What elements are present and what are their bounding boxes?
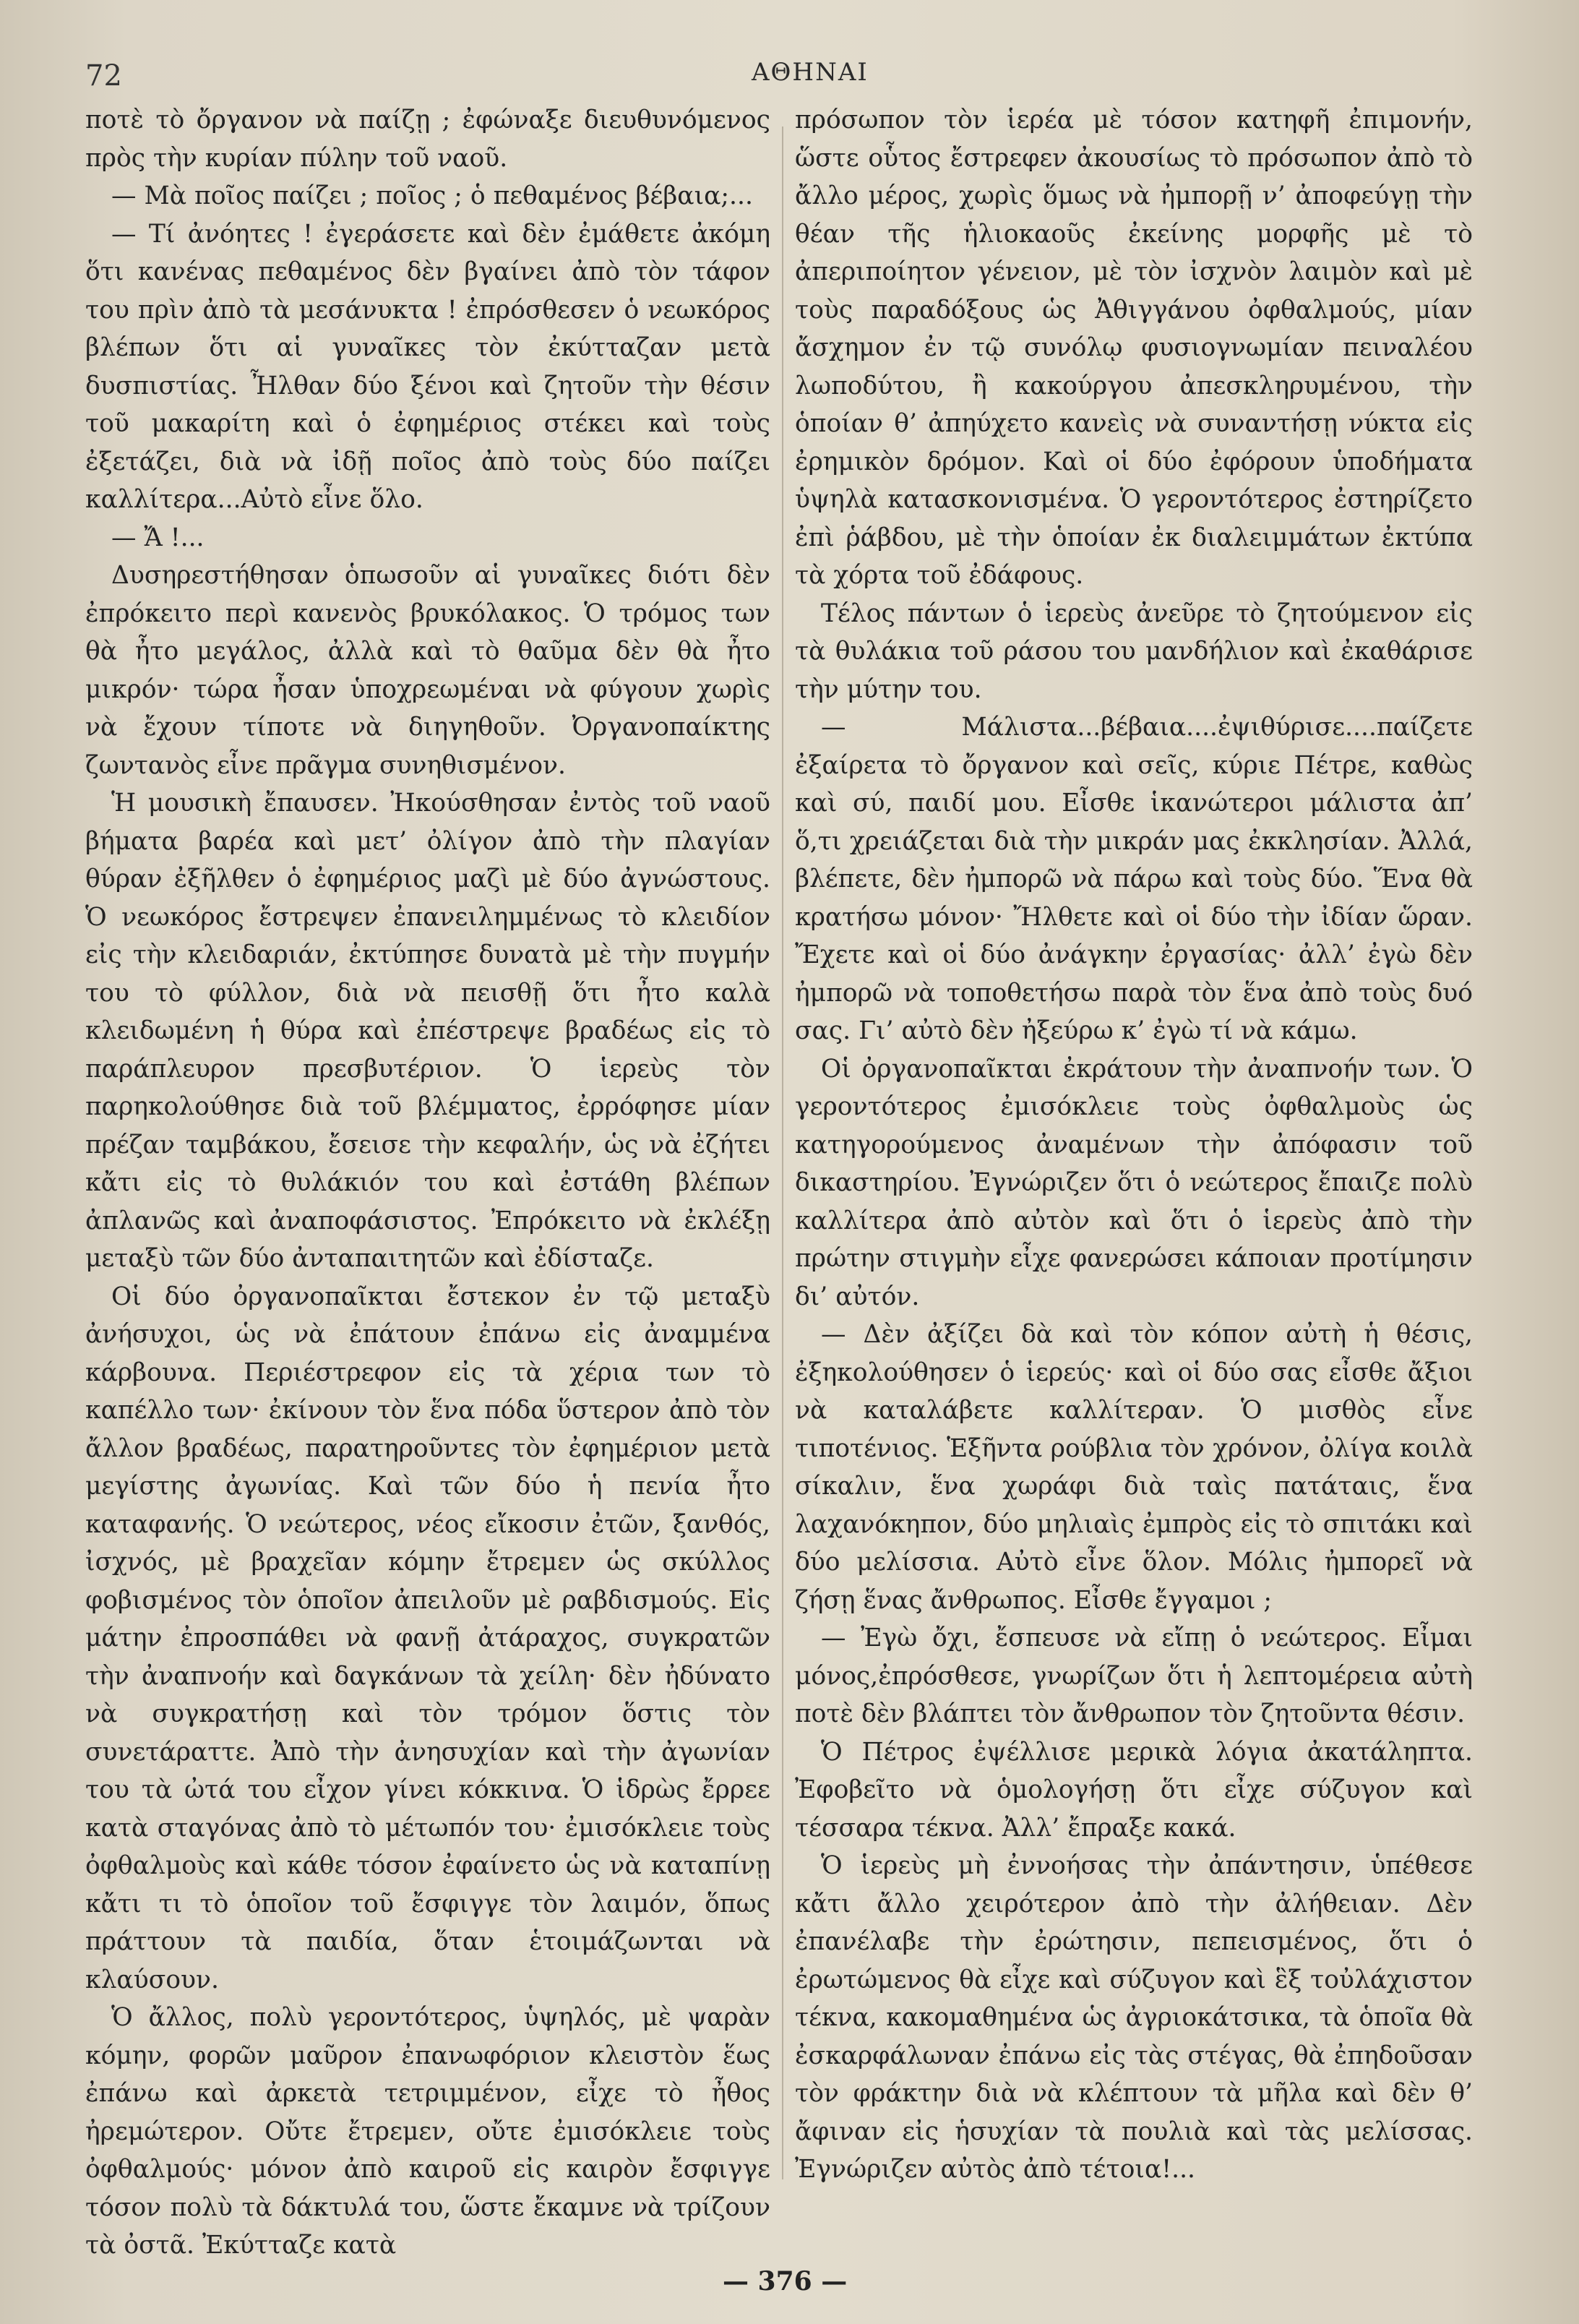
paragraph: — Μάλιστα...βέβαια....ἐψιθύρισε....παίζετε ἐξαίρετα τὸ ὄργανον καὶ σεῖς, κύριε Πέτρε, καθὼς καὶ σύ, παιδί μου. Εἶσθε ἱκανώτεροι μάλιστα ἀπ’ ὅ,τι χρειάζεται διὰ τὴν μικράν μας ἐκκλησίαν. Ἀλλά, βλέπετε, δὲν ἠμπορῶ νὰ πάρω καὶ τοὺς δύο. Ἕνα θὰ κρατήσω μόνον· Ἤλθετε καὶ οἱ δύο τὴν ἰδίαν ὥραν. Ἔχετε καὶ οἱ δύο ἀνάγκην ἐργασίας· ἀλλ’ ἐγὼ δὲν ἠμπορῶ νὰ τοποθετήσω παρὰ τὸν ἕνα ἀπὸ τοὺς δυό σας. Γι’ αὐτὸ δὲν ἠξεύρω κ’ ἐγὼ τί νὰ κάμω.	[795, 713, 1473, 1045]
paragraph: Οἱ ὀργανοπαῖκται ἐκράτουν τὴν ἀναπνοήν των. Ὁ γεροντότερος ἐμισόκλειε τοὺς ὀφθαλμοὺς ὡς κατηγορούμενος ἀναμένων τὴν ἀπόφασιν τοῦ δικαστηρίου. Ἐγνώριζεν ὅτι ὁ νεώτερος ἔπαιζε πολὺ καλλίτερα ἀπὸ αὐτὸν καὶ ὅτι ὁ ἱερεὺς ἀπὸ τὴν πρώτην στιγμὴν εἶχε φανερώσει κάποιαν προτίμησιν δι’ αὐτόν.	[795, 1054, 1473, 1311]
paragraph: πρόσωπον τὸν ἱερέα μὲ τόσον κατηφῆ ἐπιμονήν, ὥστε οὗτος ἔστρεφεν ἀκουσίως τὸ πρόσωπον ἀπὸ τὸ ἄλλο μέρος, χωρὶς ὅμως νὰ ἠμπορῇ ν’ ἀποφεύγῃ τὴν θέαν τῆς ἡλιοκαοῦς ἐκείνης μορφῆς μὲ τὸ ἀπεριποίητον γένειον, μὲ τὸν ἰσχνὸν λαιμὸν καὶ μὲ τοὺς παραδόξους ὡς Ἀθιγγάνου ὀφθαλμούς, μίαν ἄσχημον ἐν τῷ συνόλῳ φυσιογνωμίαν πειναλέου λωποδύτου, ἢ κακούργου ἀπεσκληρυμένου, τὴν ὁποίαν θ’ ἀπηύχετο κανεὶς νὰ συναντήσῃ νύκτα εἰς ἐρημικὸν δρόμον. Καὶ οἱ δύο ἐφόρουν ὑποδήματα ὑψηλὰ κατασκονισμένα. Ὁ γεροντότερος ἐστηρίζετο ἐπὶ ῥάβδου, μὲ τὴν ὁποίαν ἐκ διαλειμμάτων ἐκτύπα τὰ χόρτα τοῦ ἐδάφους.	[795, 106, 1473, 590]
right-column	[795, 101, 1473, 2189]
paragraph: Ὁ ἱερεὺς μὴ ἐννοήσας τὴν ἀπάντησιν, ὑπέθεσε κἄτι ἄλλο χειρότερον ἀπὸ τὴν ἀλήθειαν. Δὲν ἐπανέλαβε τὴν ἐρώτησιν, πεπεισμένος, ὅτι ὁ ἐρωτώμενος θὰ εἶχε καὶ σύζυγον καὶ ἓξ τοὐλάχιστον τέκνα, κακομαθημένα ὡς ἀγριοκάτσικα, τὰ ὁποῖα θὰ ἐσκαρφάλωναν ἐπάνω εἰς τὰς στέγας, θὰ ἐπηδοῦσαν τὸν φράκτην διὰ νὰ κλέπτουν τὰ μῆλα καὶ δὲν θ’ ἄφιναν εἰς ἡσυχίαν τὰ πουλιὰ καὶ τὰς μελίσσας. Ἐγνώριζεν αὐτὸς ἀπὸ τέτοια!...	[795, 1851, 1473, 2184]
paragraph: — Μὰ ποῖος παίζει ; ποῖος ; ὁ πεθαμένος βέβαια;...	[111, 181, 753, 210]
column-divider	[782, 127, 783, 2179]
paragraph: — Δὲν ἀξίζει δὰ καὶ τὸν κόπον αὐτὴ ἡ θέσις, ἐξηκολούθησεν ὁ ἱερεύς· καὶ οἱ δύο σας εἶσθε ἄξιοι νὰ καταλάβετε καλλίτεραν. Ὁ μισθὸς εἶνε τιποτένιος. Ἑξῆντα ρούβλια τὸν χρόνον, ὀλίγα κοιλὰ σίκαλιν, ἕνα χωράφι διὰ ταὶς πατάταις, ἕνα λαχανόκηπον, δύο μηλιαὶς ἐμπρὸς εἰς τὸ σπιτάκι καὶ δύο μελίσσια. Αὐτὸ εἶνε ὅλον. Μόλις ἠμπορεῖ νὰ ζήσῃ ἕνας ἄνθρωπος. Εἶσθε ἔγγαμοι ;	[795, 1320, 1473, 1615]
paragraph: Ὁ ἄλλος, πολὺ γεροντότερος, ὑψηλός, μὲ ψαρὰν κόμην, φορῶν μαῦρον ἐπανωφόριον κλειστὸν ἕως ἐπάνω καὶ ἀρκετὰ τετριμμένον, εἶχε τὸ ἦθος ἠρεμώτερον. Οὔτε ἔτρεμεν, οὔτε ἐμισόκλειε τοὺς ὀφθαλμούς· μόνον ἀπὸ καιροῦ εἰς καιρὸν ἔσφιγγε τόσον πολὺ τὰ δάκτυλά του, ὥστε ἔκαμνε νὰ τρίζουν τὰ ὀστᾶ. Ἐκύτταζε κατὰ	[85, 2003, 770, 2260]
paragraph: — Ἐγὼ ὄχι, ἔσπευσε νὰ εἴπῃ ὁ νεώτερος. Εἶμαι μόνος,ἐπρόσθεσε, γνωρίζων ὅτι ἡ λεπτομέρεια αὐτὴ ποτὲ δὲν βλάπτει τὸν ἄνθρωπον τὸν ζητοῦντα θέσιν.	[795, 1624, 1473, 1728]
paragraph: Δυσηρεστήθησαν ὁπωσοῦν αἱ γυναῖκες διότι δὲν ἐπρόκειτο περὶ κανενὸς βρυκόλακος. Ὁ τρόμος των θὰ ἦτο μεγάλος, ἀλλὰ καὶ τὸ θαῦμα δὲν θὰ ἦτο μικρόν· τώρα ἦσαν ὑποχρεωμέναι νὰ φύγουν χωρὶς νὰ ἔχουν τίποτε νὰ διηγηθοῦν. Ὀργανοπαίκτης ζωντανὸς εἶνε πρᾶγμα συνηθισμένον.	[85, 561, 770, 780]
folio-number: — 376 —	[723, 2266, 848, 2297]
paragraph: — Ἄ !...	[111, 523, 205, 552]
page-footer	[0, 2266, 1579, 2310]
paragraph: Οἱ δύο ὀργανοπαῖκται ἔστεκον ἐν τῷ μεταξὺ ἀνήσυχοι, ὡς νὰ ἐπάτουν ἐπάνω εἰς ἀναμμένα κάρβουνα. Περιέστρεφον εἰς τὰ χέρια των τὸ καπέλλο των· ἐκίνουν τὸν ἕνα πόδα ὕστερον ἀπὸ τὸν ἄλλον βραδέως, παρατηροῦντες τὸν ἐφημέριον μετὰ μεγίστης ἀγωνίας. Καὶ τῶν δύο ἡ πενία ἦτο καταφανής. Ὁ νεώτερος, νέος εἴκοσιν ἐτῶν, ξανθός, ἰσχνός, μὲ βραχεῖαν κόμην ἔτρεμεν ὡς σκύλλος φοβισμένος τὸν ὁποῖον ἀπειλοῦν μὲ ραβδισμούς. Εἰς μάτην ἐπροσπάθει νὰ φανῇ ἀτάραχος, συγκρατῶν τὴν ἀναπνοήν καὶ δαγκάνων τὰ χείλη· δὲν ἠδύνατο νὰ συγκρατήσῃ καὶ τὸν τρόμον ὅστις τὸν συνετάραττε. Ἀπὸ τὴν ἀνησυχίαν καὶ τὴν ἀγωνίαν του τὰ ὠτά του εἶχον γίνει κόκκινα. Ὁ ἱδρὼς ἔρρεε κατὰ σταγόνας ἀπὸ τὸ μέτωπόν του· ἐμισόκλειε τοὺς ὀφθαλμοὺς καὶ κάθε τόσον ἐφαίνετο ὡς νὰ καταπίνῃ κἄτι τι τὸ ὁποῖον τοῦ ἔσφιγγε τὸν λαιμόν, ὅπως πράττουν τὰ παιδία, ὅταν ἑτοιμάζωνται νὰ κλαύσουν.	[85, 1282, 770, 1994]
paragraph: Ὁ Πέτρος ἐψέλλισε μερικὰ λόγια ἀκατάληπτα. Ἐφοβεῖτο νὰ ὁμολογήσῃ ὅτι εἶχε σύζυγον καὶ τέσσαρα τέκνα. Ἀλλ’ ἔπραξε κακά.	[795, 1737, 1473, 1843]
page-number: 72	[85, 59, 122, 93]
page-header	[0, 43, 1579, 93]
paragraph: Ἡ μουσικὴ ἔπαυσεν. Ἠκούσθησαν ἐντὸς τοῦ ναοῦ βήματα βαρέα καὶ μετ’ ὀλίγον ἀπὸ τὴν πλαγίαν θύραν ἐξῆλθεν ὁ ἐφημέριος μαζὶ μὲ δύο ἀγνώστους. Ὁ νεωκόρος ἔστρεψεν ἐπανειλημμένως τὸ κλειδίον εἰς τὴν κλειδαριάν, ἐκτύπησε δυνατὰ μὲ τὴν πυγμήν του τὸ φύλλον, διὰ νὰ πεισθῇ ὅτι ἦτο καλὰ κλειδωμένη ἡ θύρα καὶ ἐπέστρεψε βραδέως εἰς τὸ παράπλευρον πρεσβυτέριον. Ὁ ἱερεὺς τὸν παρηκολούθησε διὰ τοῦ βλέμματος, ἐρρόφησε μίαν πρέζαν ταμβάκου, ἔσεισε τὴν κεφαλήν, ὡς νὰ ἐζήτει κἄτι εἰς τὸ θυλάκιόν του καὶ ἐστάθη βλέπων ἀπλανῶς καὶ ἀναποφάσιστος. Ἐπρόκειτο νὰ ἐκλέξῃ μεταξὺ τῶν δύο ἀνταπαιτητῶν καὶ ἐδίσταζε.	[85, 789, 770, 1273]
running-head: ΑΘΗΝΑΙ	[752, 58, 869, 87]
paragraph: — Τί ἀνόητες ! ἐγεράσετε καὶ δὲν ἐμάθετε ἀκόμη ὅτι κανένας πεθαμένος δὲν βγαίνει ἀπὸ τὸν τάφον του πρὶν ἀπὸ τὰ μεσάνυκτα ! ἐπρόσθεσεν ὁ νεωκόρος βλέπων ὅτι αἱ γυναῖκες τὸν ἐκύτταζαν μετὰ δυσπιστίας. Ἦλθαν δύο ξένοι καὶ ζητοῦν τὴν θέσιν τοῦ μακαρίτη καὶ ὁ ἐφημέριος στέκει καὶ τοὺς ἐξετάζει, διὰ νὰ ἰδῇ ποῖος ἀπὸ τοὺς δύο παίζει καλλίτερα...Αὐτὸ εἶνε ὅλο.	[85, 219, 770, 514]
paragraph: Τέλος πάντων ὁ ἱερεὺς ἀνεῦρε τὸ ζητούμενον εἰς τὰ θυλάκια τοῦ ράσου του μανδήλιον καὶ ἐκαθάρισε τὴν μύτην του.	[795, 599, 1473, 704]
paragraph: ποτὲ τὸ ὄργανον νὰ παίζῃ ; ἐφώναξε διευθυνόμενος πρὸς τὴν κυρίαν πύλην τοῦ ναοῦ.	[85, 106, 770, 173]
left-column	[85, 101, 770, 2265]
